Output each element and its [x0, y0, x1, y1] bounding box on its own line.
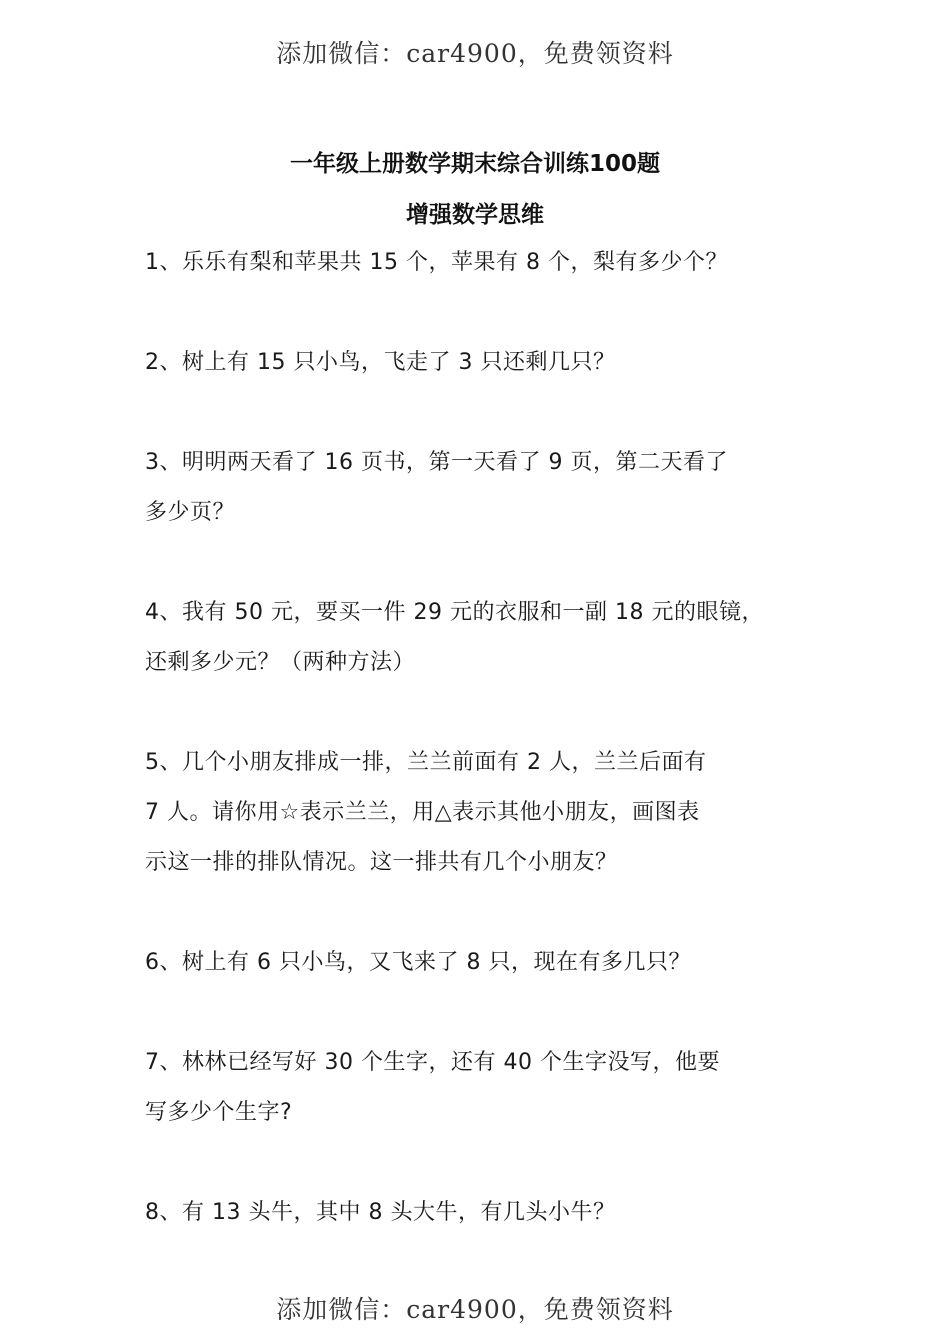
question-list: [145, 238, 815, 1288]
question-3: [145, 438, 815, 538]
question-line: 多少页？: [145, 500, 236, 525]
question-line: 1、乐乐有梨和苹果共 15 个，苹果有 8 个，梨有多少个？: [145, 250, 728, 275]
question-line: 8、有 13 头牛，其中 8 头大牛，有几头小牛？: [145, 1200, 616, 1225]
question-line: 7 人。请你用☆表示兰兰，用△表示其他小朋友，画图表: [145, 800, 700, 825]
question-line: 3、明明两天看了 16 页书，第一天看了 9 页，第二天看了: [145, 450, 728, 475]
question-5: [145, 738, 815, 888]
document-title: 一年级上册数学期末综合训练100题: [289, 151, 660, 177]
question-4: [145, 588, 815, 688]
question-line: 7、林林已经写好 30 个生字，还有 40 个生字没写，他要: [145, 1050, 720, 1075]
watermark-bottom: 添加微信：car4900，免费领资料: [276, 1295, 674, 1324]
question-8: [145, 1188, 815, 1238]
question-line: 6、树上有 6 只小鸟，又飞来了 8 只，现在有多几只？: [145, 950, 691, 975]
document-subtitle: 增强数学思维: [406, 202, 544, 228]
watermark-top: 添加微信：car4900，免费领资料: [276, 39, 674, 68]
question-7: [145, 1038, 815, 1138]
question-line: 示这一排的排队情况。这一排共有几个小朋友？: [145, 850, 618, 875]
question-2: [145, 338, 815, 388]
question-6: [145, 938, 815, 988]
question-1: [145, 238, 815, 288]
question-line: 2、树上有 15 只小鸟，飞走了 3 只还剩几只？: [145, 350, 616, 375]
question-line: 还剩多少元？（两种方法）: [145, 650, 416, 675]
question-line: 5、几个小朋友排成一排，兰兰前面有 2 人，兰兰后面有: [145, 750, 707, 775]
question-line: 写多少个生字?: [145, 1100, 293, 1125]
question-line: 4、我有 50 元，要买一件 29 元的衣服和一副 18 元的眼镜，: [145, 600, 764, 625]
